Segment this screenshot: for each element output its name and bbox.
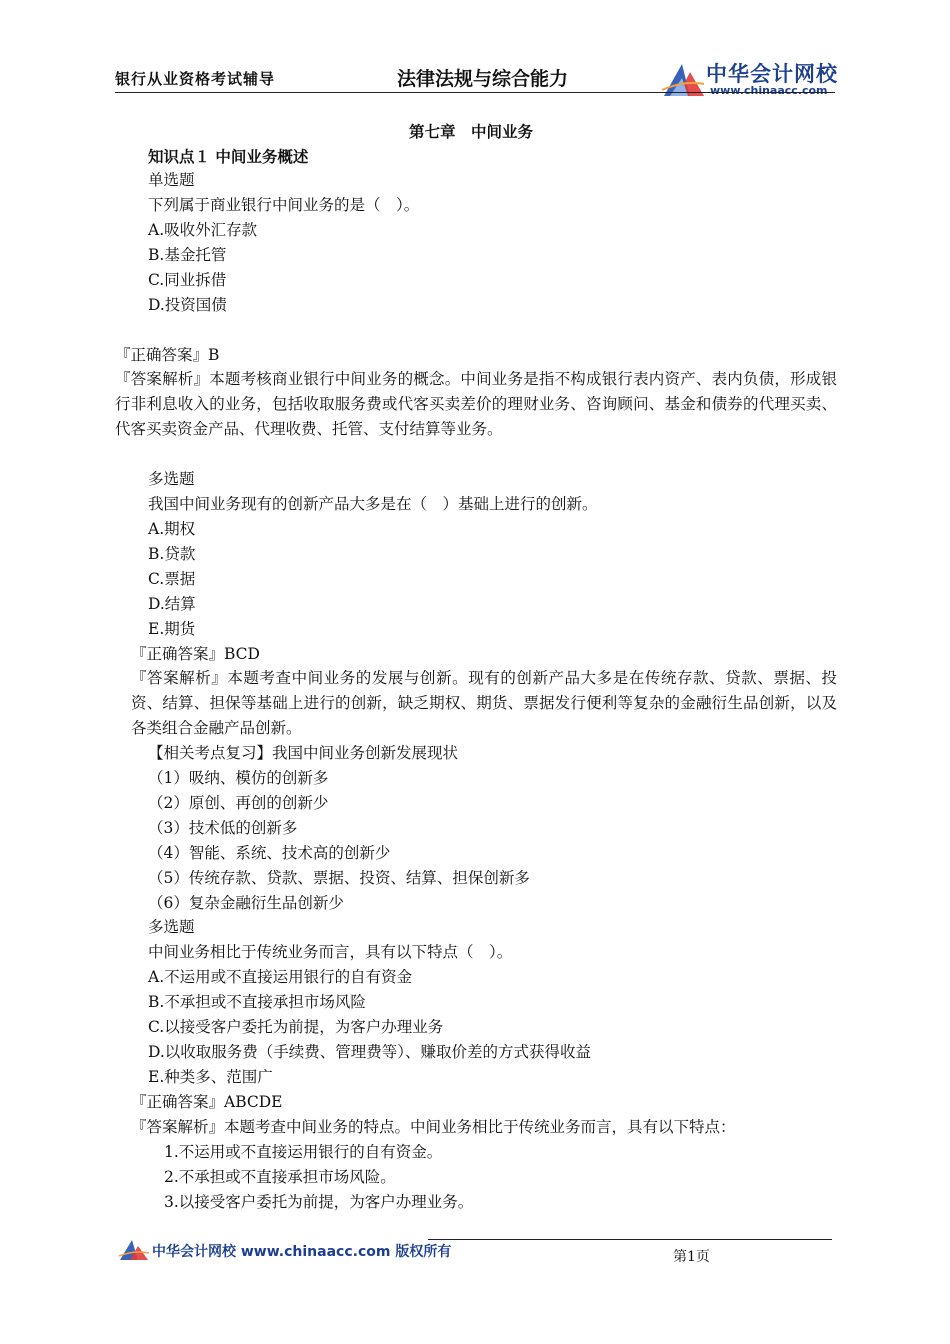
page-number: 第1页 [673, 1249, 710, 1265]
q2-review-item-3: （3）技术低的创新多 [148, 819, 298, 837]
q3-option-c: C.以接受客户委托为前提，为客户办理业务 [148, 1018, 444, 1036]
q1-answer: 『正确答案』B [115, 346, 220, 364]
header-logo [660, 58, 840, 100]
header-exam-title: 银行从业资格考试辅导 [115, 70, 276, 88]
q1-option-b: B.基金托管 [148, 246, 227, 264]
q2-review-item-6: （6）复杂金融衍生品创新少 [148, 894, 344, 912]
header-divider [115, 92, 835, 93]
knowledge-point-title: 知识点１ 中间业务概述 [148, 148, 309, 166]
q3-analysis-intro: 『答案解析』本题考查中间业务的特点。中间业务相比于传统业务而言，具有以下特点： [131, 1118, 736, 1136]
q3-option-a: A.不运用或不直接运用银行的自有资金 [148, 968, 413, 986]
footer-divider [428, 1239, 832, 1240]
q3-analysis-point-2: 2.不承担或不直接承担市场风险。 [164, 1168, 396, 1186]
q1-analysis: 『答案解析』本题考核商业银行中间业务的概念。中间业务是指不构成银行表内资产、表内负债，形成银行非利息收入的业务，包括收取服务费或代客买卖差价的理财业务、咨询顾问、基金和债券的代理买卖、代客买卖资金产品、代理收费、托管、支付结算等业务。 [115, 370, 837, 438]
footer-logo-icon [118, 1238, 150, 1262]
q2-review-item-5: （5）传统存款、贷款、票据、投资、结算、担保创新多 [148, 869, 530, 887]
q1-stem: 下列属于商业银行中间业务的是（ ）。 [148, 196, 420, 214]
q3-analysis-point-3: 3.以接受客户委托为前提，为客户办理业务。 [164, 1193, 474, 1211]
q1-type: 单选题 [148, 171, 195, 189]
q2-option-c: C.票据 [148, 570, 196, 588]
q2-type: 多选题 [148, 470, 195, 488]
logo-name: 中华会计网校 [706, 62, 838, 86]
q3-stem: 中间业务相比于传统业务而言，具有以下特点（ ）。 [148, 943, 513, 961]
q3-type: 多选题 [148, 918, 195, 936]
q2-review-item-2: （2）原创、再创的创新少 [148, 794, 329, 812]
q3-option-e: E.种类多、范围广 [148, 1068, 273, 1086]
q2-option-d: D.结算 [148, 595, 196, 613]
q3-option-d: D.以收取服务费（手续费、管理费等）、赚取价差的方式获得收益 [148, 1043, 592, 1061]
q2-review-title: 【相关考点复习】我国中间业务创新发展现状 [148, 744, 459, 762]
footer-copyright: 中华会计网校 www.chinaacc.com 版权所有 [152, 1244, 452, 1260]
q2-option-a: A.期权 [148, 520, 196, 538]
header-subject-title: 法律法规与综合能力 [397, 68, 569, 90]
q3-analysis-point-1: 1.不运用或不直接运用银行的自有资金。 [164, 1143, 443, 1161]
q1-option-d: D.投资国债 [148, 296, 227, 314]
q3-answer: 『正确答案』ABCDE [131, 1093, 283, 1111]
q2-review-item-4: （4）智能、系统、技术高的创新少 [148, 844, 391, 862]
q2-analysis: 『答案解析』本题考查中间业务的发展与创新。现有的创新产品大多是在传统存款、贷款、票据、投资、结算、担保等基础上进行的创新，缺乏期权、期货、票据发行便利等复杂的金融衍生品创新，以及各类组合金融产品创新。 [131, 669, 837, 737]
q2-stem: 我国中间业务现有的创新产品大多是在（ ）基础上进行的创新。 [148, 495, 598, 513]
q2-option-e: E.期货 [148, 620, 196, 638]
logo-url: www.chinaacc.com [710, 84, 828, 97]
q3-option-b: B.不承担或不直接承担市场风险 [148, 993, 366, 1011]
chapter-title: 第七章 中间业务 [409, 123, 534, 141]
q1-option-a: A.吸收外汇存款 [148, 221, 258, 239]
q2-option-b: B.贷款 [148, 545, 196, 563]
q1-option-c: C.同业拆借 [148, 271, 227, 289]
q2-answer: 『正确答案』BCD [131, 645, 260, 663]
q2-review-item-1: （1）吸纳、模仿的创新多 [148, 769, 329, 787]
